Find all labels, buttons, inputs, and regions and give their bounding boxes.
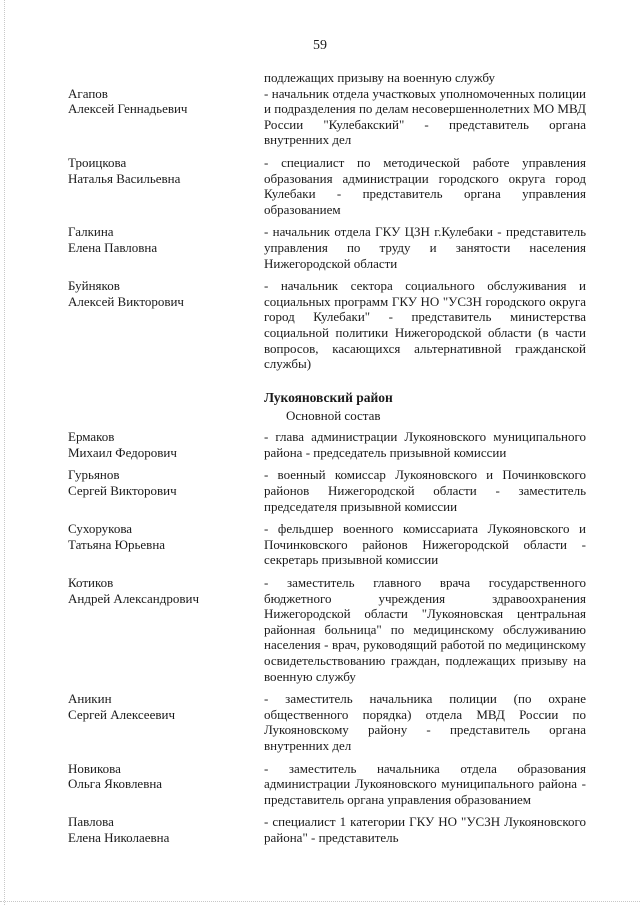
- member-given-names: Алексей Викторович: [68, 293, 184, 309]
- member-surname: Галкина: [68, 224, 114, 240]
- member-role: - военный комиссар Лукояновского и Починковского районов Нижегородской области - заместитель председателя призывной комиссии: [264, 467, 586, 514]
- member-role: - глава администрации Лукояновского муниципального района - председатель призывной комиссии: [264, 429, 586, 460]
- member-surname: Котиков: [68, 575, 114, 591]
- continuation-line: подлежащих призыву на военную службу: [264, 70, 495, 85]
- district-title: Лукояновский район: [264, 389, 393, 405]
- member-surname: Павлова: [68, 814, 114, 830]
- member-entry: [0, 155, 640, 217]
- member-surname: Троицкова: [68, 154, 127, 170]
- member-entry: [0, 224, 640, 271]
- member-role: - заместитель начальника полиции (по охране общественного порядка) отдела МВД России по Лукояновскому району - представитель органа внутренних дел: [264, 691, 586, 753]
- scan-edge-bottom: [0, 901, 640, 902]
- member-surname: Сухорукова: [68, 521, 133, 537]
- member-surname: Агапов: [68, 85, 108, 101]
- member-role: - начальник отдела ГКУ ЦЗН г.Кулебаки - представитель управления по труду и занятости населения Нижегородской области: [264, 224, 586, 271]
- member-list-district: [0, 429, 640, 845]
- member-given-names: Сергей Викторович: [68, 483, 177, 499]
- member-surname: Новикова: [68, 760, 121, 776]
- member-role: - специалист по методической работе управления образования администрации городского округа город Кулебаки - представитель органа управления образованием: [264, 154, 586, 217]
- member-name: [0, 86, 264, 148]
- member-role: - фельдшер военного комиссариата Лукояновского и Починковского районов Нижегородской области - секретарь призывной комиссии: [264, 521, 586, 568]
- member-role: - начальник сектора социального обслуживания и социальных программ ГКУ НО "УСЗН городского округа город Кулебаки" - представитель министерства социальной политики Нижегородской области (в части вопросов, касающихся альтернативной гражданской службы): [264, 278, 586, 372]
- member-role: - начальник отдела участковых уполномоченных полиции и подразделения по делам несовершеннолетних МО МВД России "Кулебакский" - представитель органа внутренних дел: [264, 85, 586, 148]
- member-name: [0, 575, 264, 684]
- member-surname: Ермаков: [68, 429, 115, 445]
- member-name: [0, 224, 264, 271]
- member-name: [0, 814, 264, 845]
- member-role: - заместитель главного врача государственного бюджетного учреждения здравоохранения Нижегородской области "Лукояновская центральная районная больница" по медицинскому обслуживанию населения - врач, руководящий работой по медицинскому освидетельствованию граждан, подлежащих призыву на военную службу: [264, 575, 586, 684]
- member-given-names: Алексей Геннадьевич: [68, 101, 188, 117]
- member-role: - заместитель начальника отдела образования администрации Лукояновского муниципального района - представитель органа управления образованием: [264, 760, 586, 807]
- member-entry: [0, 467, 640, 514]
- member-surname: Аникин: [68, 691, 112, 707]
- member-entry: [0, 691, 640, 753]
- member-name: [0, 155, 264, 217]
- document-body: [0, 70, 640, 853]
- member-entry: [0, 429, 640, 460]
- member-entry: [0, 575, 640, 684]
- member-name: [0, 467, 264, 514]
- member-entry: [0, 814, 640, 845]
- member-name: [0, 761, 264, 808]
- member-role: - специалист 1 категории ГКУ НО "УСЗН Лукояновского района" - представитель: [264, 814, 586, 845]
- member-given-names: Елена Николаевна: [68, 829, 170, 845]
- district-subtitle: Основной состав: [286, 407, 381, 423]
- member-list-top: [0, 86, 640, 372]
- member-name: [0, 278, 264, 372]
- member-name: [0, 521, 264, 568]
- member-given-names: Наталья Васильевна: [68, 170, 181, 186]
- member-given-names: Сергей Алексеевич: [68, 706, 175, 722]
- member-entry: [0, 278, 640, 372]
- member-name: [0, 429, 264, 460]
- member-entry: [0, 521, 640, 568]
- member-given-names: Ольга Яковлевна: [68, 776, 163, 792]
- member-entry: [0, 86, 640, 148]
- member-surname: Гурьянов: [68, 467, 120, 483]
- member-entry: [0, 761, 640, 808]
- member-surname: Буйняков: [68, 278, 120, 294]
- member-given-names: Андрей Александрович: [68, 590, 199, 606]
- member-given-names: Михаил Федорович: [68, 444, 177, 460]
- member-name: [0, 691, 264, 753]
- member-given-names: Елена Павловна: [68, 239, 158, 255]
- member-given-names: Татьяна Юрьевна: [68, 536, 166, 552]
- page-number: 59: [313, 38, 327, 53]
